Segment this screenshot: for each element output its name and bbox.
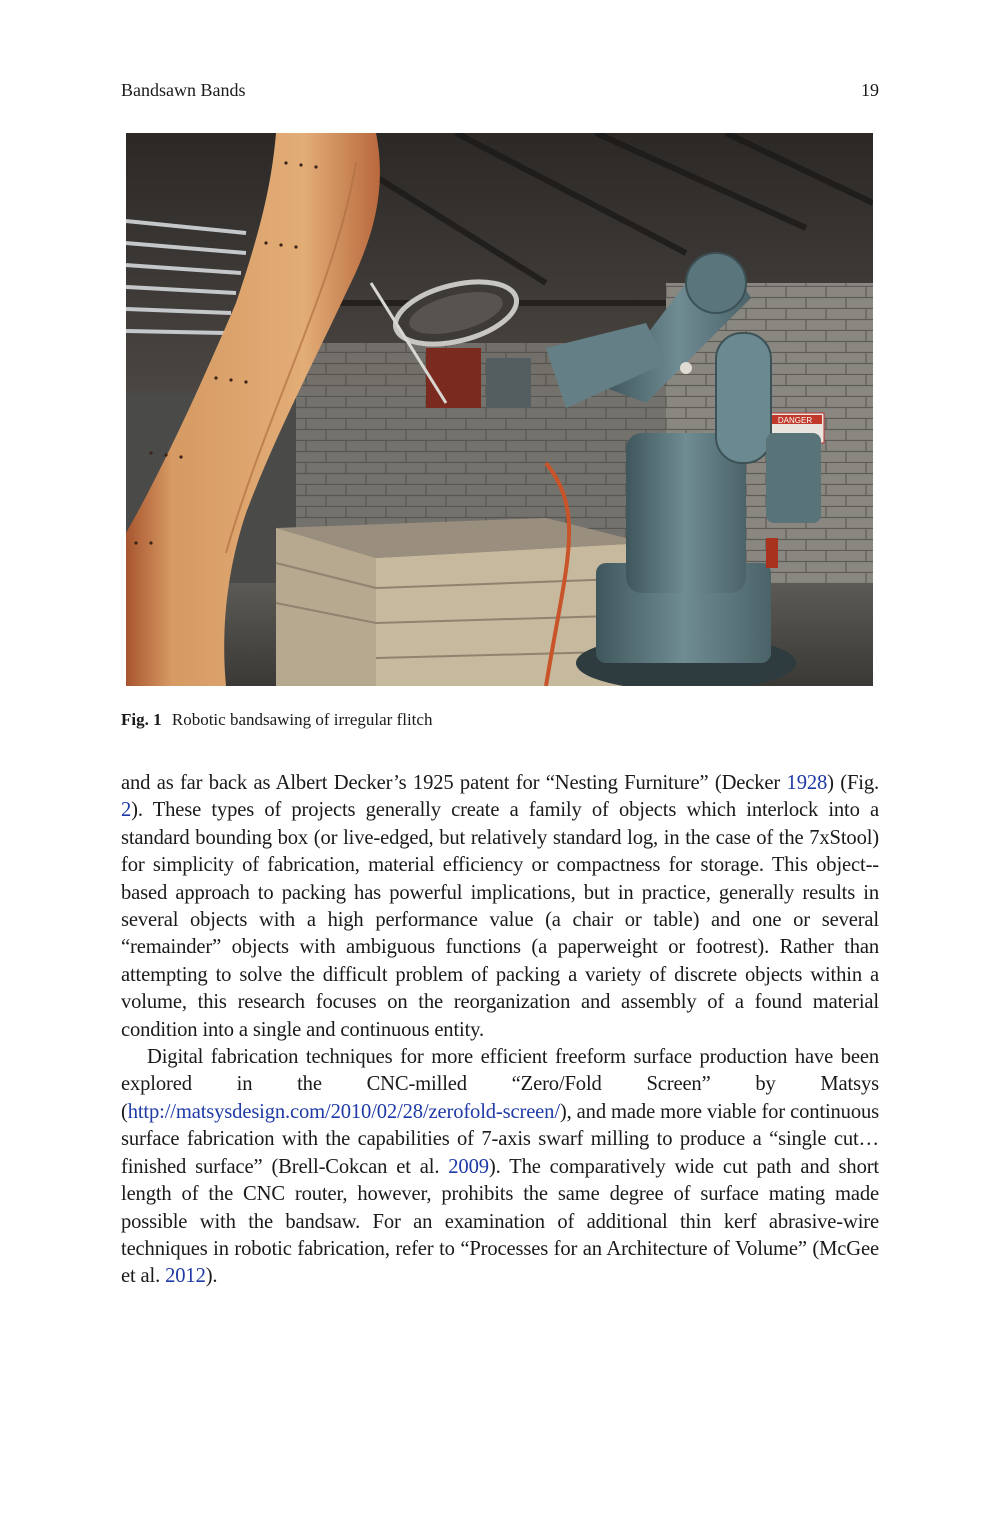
paragraph-2-text-c: ). The comparatively wide cut path and short length of the CNC router, however, prohibits the same degree of surface mating made possible with the bandsaw. For an examination of additional thin kerf abrasive-wire techniques in robotic fabrication, refer to “Processes for an Architecture of Volume” (McGee et al. [121, 1155, 879, 1288]
page-number: 19 [861, 80, 879, 100]
paragraph-1-text-b: ) (Fig. [827, 772, 879, 794]
paragraph-1-text-c: ). These types of projects generally create a family of objects which interlock into a standard bounding box (or live-edged, but relatively standard log, in the case of the 7xStool) for simplicity of fabrication, material efficiency or compactness for storage. This object--based approach to packing has powerful implications, but in practice, generally results in several objects with a high performance value (a chair or table) and one or several “remainder” objects with ambiguous functions (a paperweight or footrest). Rather than attempting to solve the difficult problem of packing a variety of discrete objects within a volume, this research focuses on the reorganization and assembly of a found material condition into a single and continuous entity. [121, 799, 879, 1041]
robotic-bandsaw-illustration [126, 133, 873, 686]
paragraph-1-text-a: and as far back as Albert Decker’s 1925 patent for “Nesting Furniture” (Decker [121, 772, 787, 794]
figure-caption [121, 708, 879, 732]
figure-photo [126, 133, 873, 686]
running-head [121, 78, 879, 102]
paragraph-2-text-d: ). [205, 1265, 218, 1288]
figure-2-link[interactable]: 2 [121, 799, 132, 822]
citation-link-2009[interactable]: 2009 [448, 1155, 489, 1178]
citation-link-2012[interactable]: 2012 [165, 1265, 206, 1288]
matsys-url-link[interactable]: http://matsysdesign.com/2010/02/28/zerofold-screen/ [127, 1100, 560, 1123]
danger-sign-text: DANGER [777, 416, 813, 425]
running-title: Bandsawn Bands [121, 80, 246, 100]
citation-link-1928[interactable]: 1928 [786, 772, 828, 794]
figure-label: Fig. 1 [121, 710, 162, 729]
figure-caption-text: Robotic bandsawing of irregular flitch [171, 710, 433, 729]
body-text [121, 770, 879, 1291]
paragraph-1 [121, 770, 879, 1044]
paragraph-2-text-a: Digital fabrication techniques for more efficient freeform surface production have been explored in the CNC-milled “Zero/Fold Screen” by Matsys ( [121, 1046, 879, 1123]
paragraph-2-text-b: ), and made more viable for continuous surface fabrication with the capabilities of 7-axis swarf milling to produce a “single cut…finished surface” (Brell-Cokcan et al. [121, 1100, 879, 1178]
paragraph-2 [121, 1044, 879, 1291]
